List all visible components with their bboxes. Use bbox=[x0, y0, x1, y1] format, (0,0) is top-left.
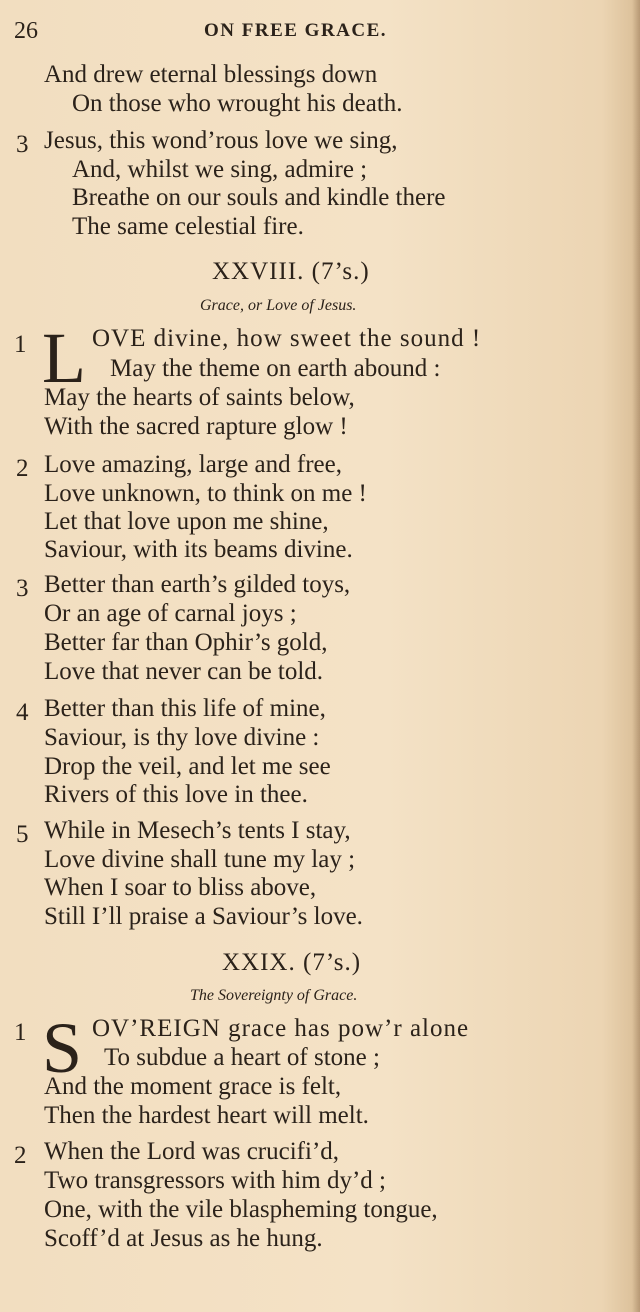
drop-cap: S bbox=[42, 1008, 83, 1088]
verse-line: Scoff’d at Jesus as he hung. bbox=[44, 1225, 323, 1252]
verse-line: And drew eternal blessings down bbox=[44, 61, 378, 88]
stanza-number: 2 bbox=[14, 1142, 27, 1169]
verse-line: Love amazing, large and free, bbox=[44, 451, 342, 478]
page-edge-shadow bbox=[632, 0, 640, 1312]
verse-line: And, whilst we sing, admire ; bbox=[72, 156, 368, 183]
verse-line: Love divine shall tune my lay ; bbox=[44, 846, 356, 873]
verse-line: Then the hardest heart will melt. bbox=[44, 1102, 369, 1129]
verse-line: Better far than Ophir’s gold, bbox=[44, 629, 328, 656]
verse-line: Two transgressors with him dy’d ; bbox=[44, 1167, 386, 1194]
stanza-number: 5 bbox=[16, 821, 29, 848]
verse-line: OV’REIGN grace has pow’r alone bbox=[92, 1015, 470, 1042]
verse-line: Love unknown, to think on me ! bbox=[44, 480, 367, 507]
running-head: ON FREE GRACE. bbox=[204, 20, 388, 41]
stanza-number: 2 bbox=[16, 455, 29, 482]
verse-line: Better than this life of mine, bbox=[44, 695, 326, 722]
stanza-number: 1 bbox=[14, 331, 27, 358]
stanza-number: 1 bbox=[14, 1019, 27, 1046]
verse-line: Rivers of this love in thee. bbox=[44, 781, 308, 808]
verse-line: Drop the veil, and let me see bbox=[44, 753, 331, 780]
page-header bbox=[14, 14, 620, 44]
verse-line: Let that love upon me shine, bbox=[44, 508, 329, 535]
stanza-number: 3 bbox=[16, 575, 29, 602]
verse-line: Love that never can be told. bbox=[44, 658, 324, 685]
verse-line: When the Lord was crucifi’d, bbox=[44, 1138, 340, 1165]
hymn-title: XXIX. (7’s.) bbox=[222, 949, 362, 976]
verse-line: OVE divine, how sweet the sound ! bbox=[92, 325, 482, 352]
stanza-number: 4 bbox=[16, 699, 29, 726]
verse-line: Still I’ll praise a Saviour’s love. bbox=[44, 903, 363, 930]
verse-line: May the theme on earth abound : bbox=[110, 355, 441, 382]
verse-line: Breathe on our souls and kindle there bbox=[72, 184, 446, 211]
verse-line: The same celestial fire. bbox=[72, 213, 304, 240]
verse-line: And the moment grace is felt, bbox=[44, 1073, 342, 1100]
drop-cap: L bbox=[42, 318, 86, 398]
verse-line: On those who wrought his death. bbox=[72, 90, 403, 117]
verse-line: One, with the vile blaspheming tongue, bbox=[44, 1196, 438, 1223]
hymn-subtitle: The Sovereignty of Grace. bbox=[190, 987, 358, 1004]
verse-line: Jesus, this wond’rous love we sing, bbox=[44, 127, 398, 154]
verse-line: May the hearts of saints below, bbox=[44, 384, 355, 411]
verse-line: Saviour, with its beams divine. bbox=[44, 536, 353, 563]
hymn-title: XXVIII. (7’s.) bbox=[212, 258, 370, 285]
stanza-number: 3 bbox=[16, 131, 29, 158]
verse-line: Or an age of carnal joys ; bbox=[44, 600, 297, 627]
verse-line: With the sacred rapture glow ! bbox=[44, 413, 348, 440]
verse-line: While in Mesech’s tents I stay, bbox=[44, 817, 351, 844]
hymn-subtitle: Grace, or Love of Jesus. bbox=[200, 297, 357, 314]
verse-line: Saviour, is thy love divine : bbox=[44, 724, 320, 751]
page-number: 26 bbox=[14, 18, 38, 44]
verse-line: Better than earth’s gilded toys, bbox=[44, 571, 351, 598]
verse-line: To subdue a heart of stone ; bbox=[104, 1044, 380, 1071]
verse-line: When I soar to bliss above, bbox=[44, 874, 317, 901]
